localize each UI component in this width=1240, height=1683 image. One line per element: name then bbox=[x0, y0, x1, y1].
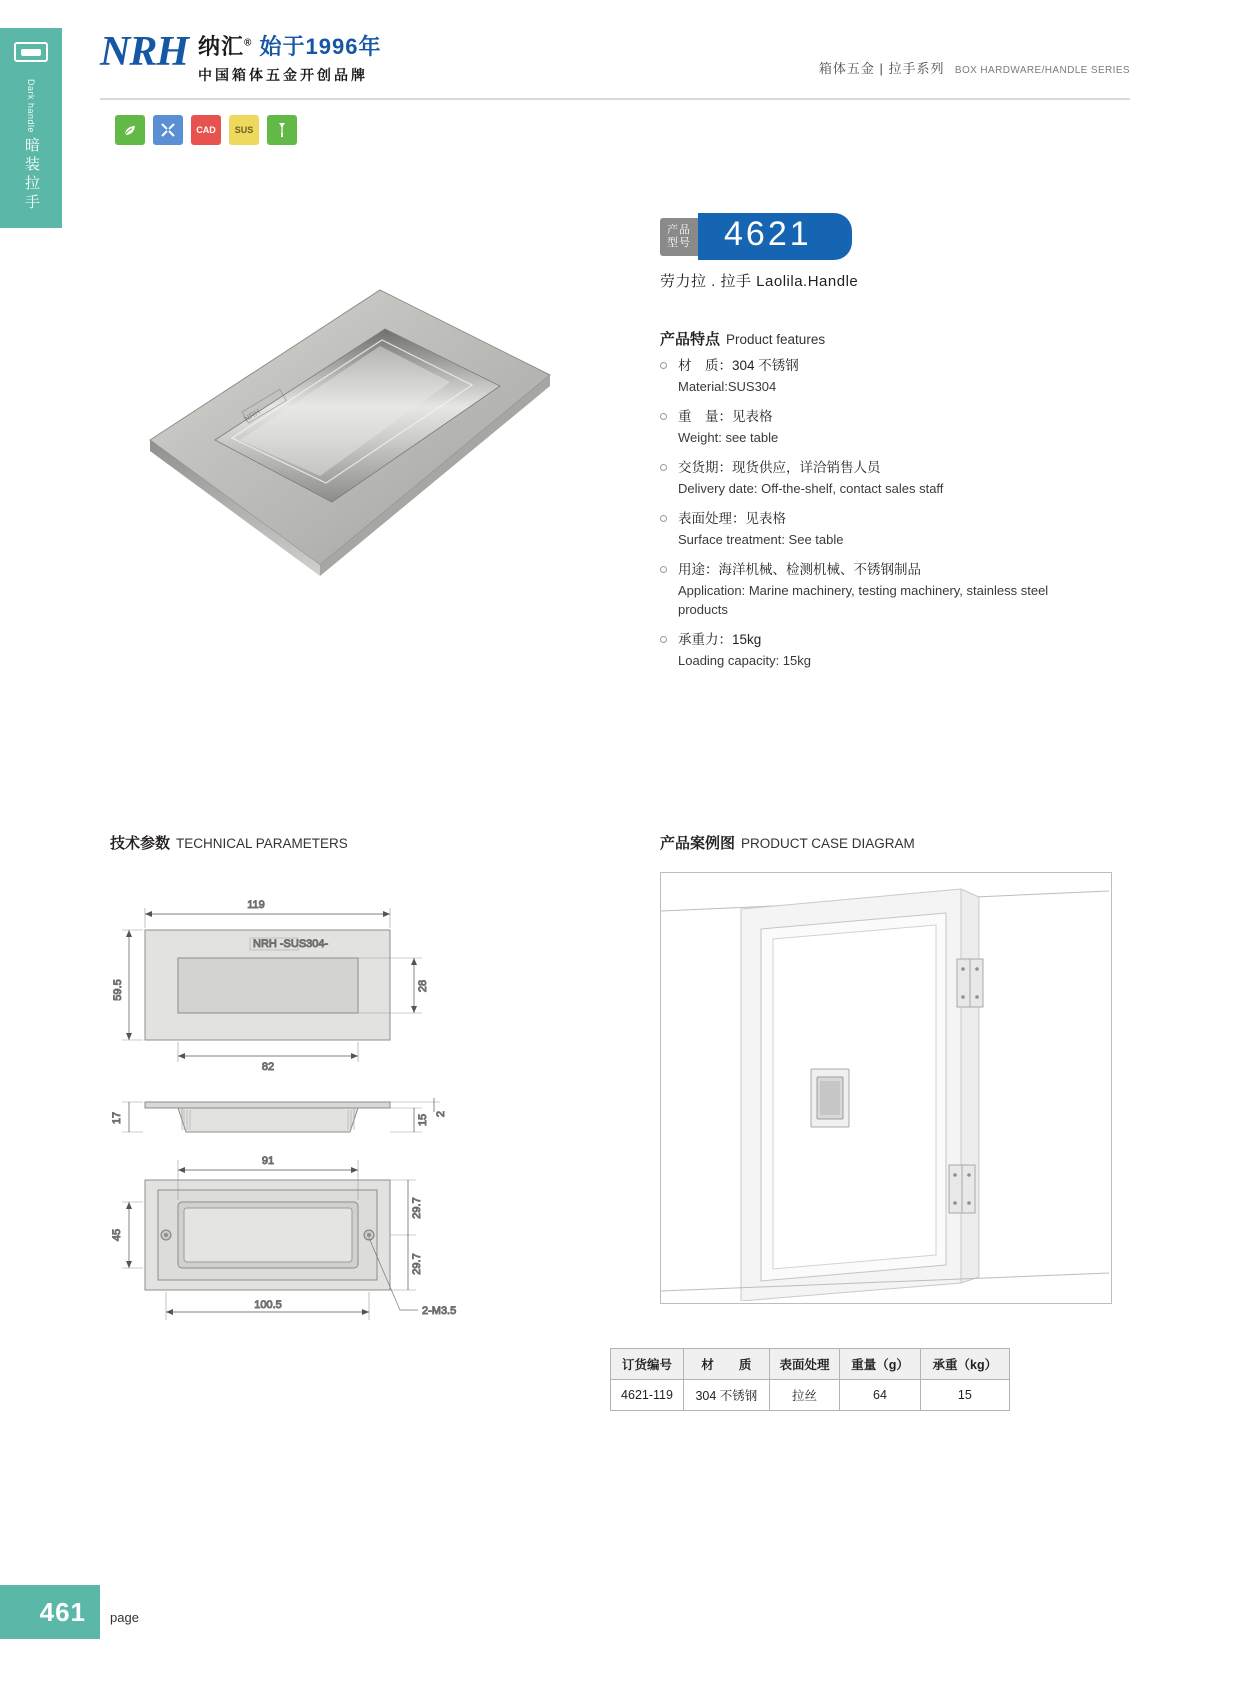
table-header-cell: 表面处理 bbox=[769, 1349, 840, 1380]
svg-text:29.7: 29.7 bbox=[411, 1197, 423, 1219]
page-label: page bbox=[110, 1610, 139, 1625]
sidebar-label-cn: 暗装拉手 bbox=[23, 137, 40, 214]
feature-en: Application: Marine machinery, testing machinery, stainless steel products bbox=[678, 583, 1049, 617]
sus-icon: SUS bbox=[229, 115, 259, 145]
svg-text:82: 82 bbox=[261, 1061, 275, 1073]
logo-slogan: 中国箱体五金开创品牌 bbox=[198, 67, 369, 83]
sidebar-category-tab bbox=[0, 28, 62, 228]
technical-drawing bbox=[100, 880, 570, 1360]
feature-item bbox=[660, 509, 1090, 549]
model-tag-line2: 型号 bbox=[667, 236, 691, 249]
features-heading-cn: 产品特点 bbox=[660, 331, 721, 348]
feature-cn: 重 量：见表格 bbox=[678, 409, 773, 424]
table-cell-material: 304 不锈钢 bbox=[684, 1380, 770, 1411]
features-heading-en: Product features bbox=[726, 332, 826, 347]
svg-text:100.5: 100.5 bbox=[254, 1299, 282, 1311]
svg-text:91: 91 bbox=[261, 1155, 275, 1167]
table-header-cell: 重量（g） bbox=[840, 1349, 920, 1380]
table-row bbox=[611, 1380, 1010, 1411]
feature-cn: 承重力：15kg bbox=[678, 632, 762, 647]
sidebar-label-en: Dark handle bbox=[26, 79, 36, 134]
feature-cn: 交货期：现货供应，详洽销售人员 bbox=[678, 460, 881, 475]
table-header-row bbox=[611, 1349, 1010, 1380]
page-header bbox=[100, 30, 1130, 100]
product-subtitle: 劳力拉 . 拉手 Laolila.Handle bbox=[660, 273, 859, 290]
handle-icon bbox=[14, 40, 48, 69]
feature-item bbox=[660, 560, 1090, 619]
feature-icon-strip bbox=[115, 115, 297, 145]
table-header-cell: 订货编号 bbox=[611, 1349, 684, 1380]
feature-en: Weight: see table bbox=[678, 430, 779, 445]
table-cell-load: 15 bbox=[920, 1380, 1009, 1411]
logo-text-block bbox=[198, 30, 381, 85]
page-number-tab bbox=[0, 1585, 100, 1639]
page-number: 461 bbox=[39, 1596, 86, 1627]
feature-cn: 表面处理：见表格 bbox=[678, 511, 786, 526]
feature-en: Loading capacity: 15kg bbox=[678, 653, 811, 668]
header-series-en: BOX HARDWARE/HANDLE SERIES bbox=[954, 65, 1130, 76]
feature-en: Surface treatment: See table bbox=[678, 532, 844, 547]
header-series-cn: 箱体五金 | 拉手系列 bbox=[818, 61, 945, 76]
svg-text:NRH -SUS304-: NRH -SUS304- bbox=[253, 938, 329, 950]
svg-text:17: 17 bbox=[111, 1111, 123, 1125]
feature-item bbox=[660, 458, 1090, 498]
table-cell-surface: 拉丝 bbox=[769, 1380, 840, 1411]
table-cell-order-no: 4621-119 bbox=[611, 1380, 684, 1411]
case-heading-en: PRODUCT CASE DIAGRAM bbox=[741, 836, 915, 851]
feature-item bbox=[660, 407, 1090, 447]
case-heading-cn: 产品案例图 bbox=[660, 835, 736, 852]
svg-text:NRH: NRH bbox=[242, 407, 262, 424]
logo-tagline-row bbox=[198, 30, 381, 61]
brand-logo bbox=[100, 30, 381, 85]
svg-text:119: 119 bbox=[247, 899, 265, 911]
logo-mark: NRH bbox=[100, 29, 189, 75]
feature-item bbox=[660, 356, 1090, 396]
svg-text:2: 2 bbox=[435, 1110, 447, 1118]
tool-icon bbox=[153, 115, 183, 145]
features-heading bbox=[660, 328, 825, 349]
feature-cn: 材 质：304 不锈钢 bbox=[678, 358, 799, 373]
svg-text:59.5: 59.5 bbox=[112, 979, 124, 1001]
case-diagram bbox=[660, 872, 1112, 1304]
tech-heading-en: TECHNICAL PARAMETERS bbox=[176, 836, 348, 851]
case-diagram-heading bbox=[660, 832, 915, 853]
header-series-label bbox=[819, 58, 1130, 78]
feature-cn: 用途：海洋机械、检测机械、不锈钢制品 bbox=[678, 562, 921, 577]
product-photo bbox=[120, 280, 580, 610]
svg-text:45: 45 bbox=[111, 1228, 123, 1242]
logo-brand-cn: 纳汇 bbox=[198, 34, 245, 59]
svg-text:15: 15 bbox=[417, 1113, 429, 1127]
model-number: 4621 bbox=[698, 213, 852, 260]
feature-item bbox=[660, 630, 1090, 670]
table-header-cell: 承重（kg） bbox=[920, 1349, 1009, 1380]
product-model-badge bbox=[660, 213, 852, 260]
tech-heading-cn: 技术参数 bbox=[110, 835, 171, 852]
svg-text:28: 28 bbox=[417, 979, 429, 993]
logo-since: 始于1996年 bbox=[259, 34, 382, 59]
svg-text:2-M3.5: 2-M3.5 bbox=[422, 1305, 457, 1317]
feature-en: Delivery date: Off-the-shelf, contact sales staff bbox=[678, 481, 944, 496]
eco-icon bbox=[115, 115, 145, 145]
cad-icon: CAD bbox=[191, 115, 221, 145]
screw-icon bbox=[267, 115, 297, 145]
model-tag-line1: 产品 bbox=[667, 223, 691, 236]
svg-text:29.7: 29.7 bbox=[411, 1253, 423, 1275]
table-cell-weight: 64 bbox=[840, 1380, 920, 1411]
spec-table bbox=[610, 1348, 1010, 1411]
table-header-cell: 材 质 bbox=[684, 1349, 770, 1380]
registered-mark: ® bbox=[244, 37, 253, 49]
model-tag bbox=[660, 218, 698, 256]
features-list bbox=[660, 356, 1090, 681]
feature-en: Material:SUS304 bbox=[678, 379, 777, 394]
header-divider bbox=[100, 98, 1130, 100]
technical-parameters-heading bbox=[110, 832, 348, 853]
